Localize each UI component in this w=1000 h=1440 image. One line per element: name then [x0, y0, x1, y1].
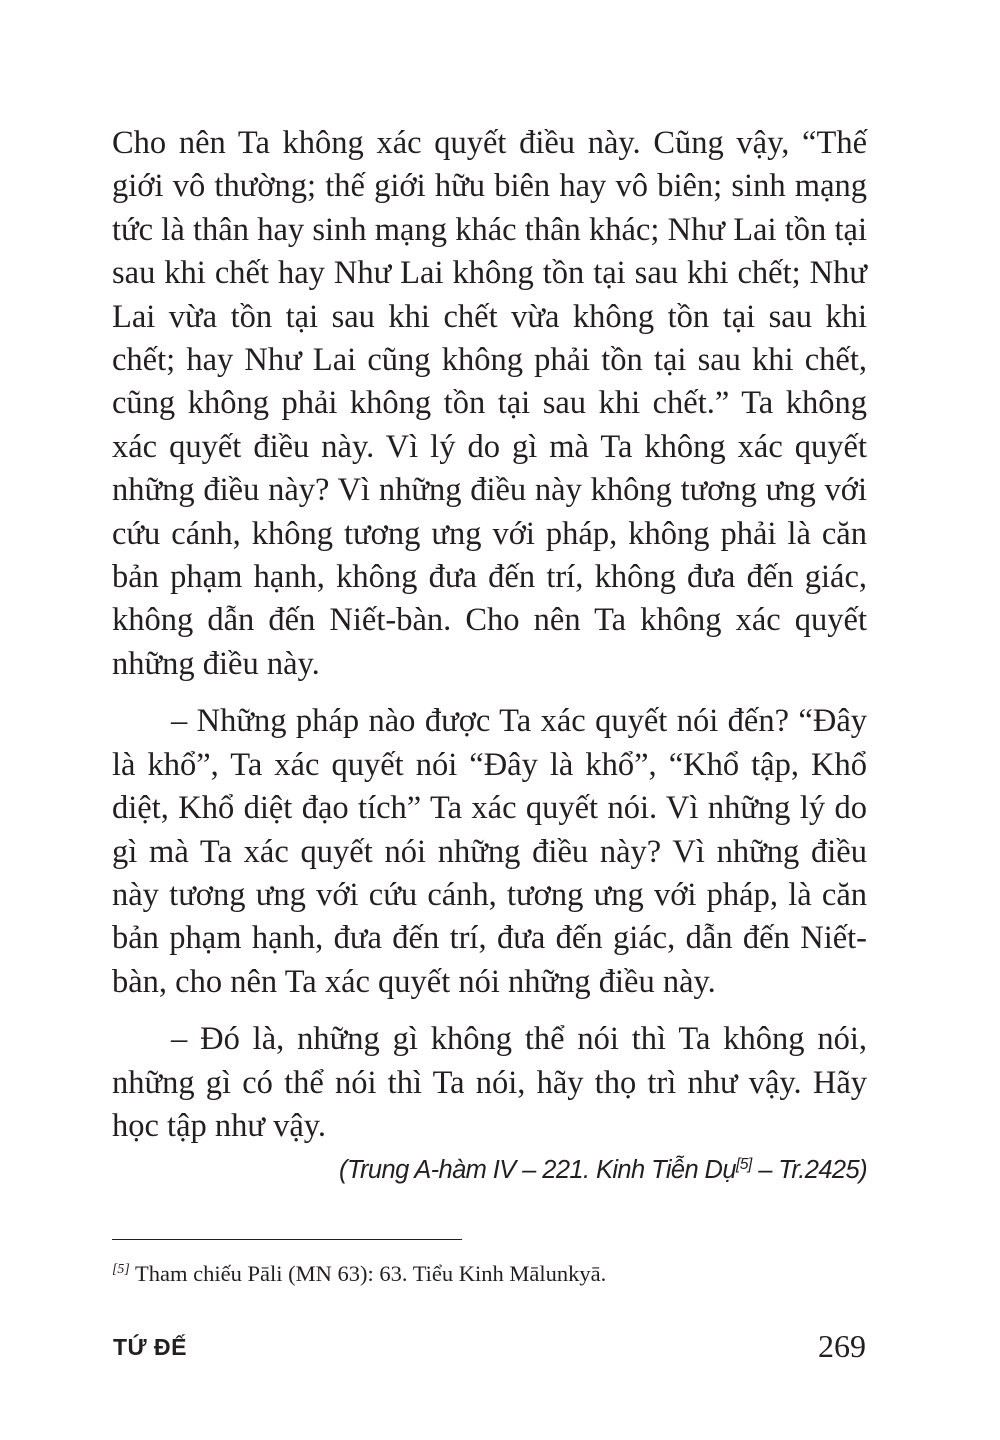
running-title: TỨ ĐẾ — [113, 1334, 187, 1360]
citation-text: (Trung A-hàm IV – 221. Kinh Tiễn Dụ — [339, 1156, 736, 1184]
page-number: 269 — [818, 1328, 866, 1364]
footnote-text: Tham chiếu Pāli (MN 63): 63. Tiểu Kinh Mālunkyā. — [129, 1261, 607, 1286]
citation-footnote-marker[interactable]: [5] — [735, 1156, 752, 1174]
body-text — [112, 122, 867, 1162]
paragraph-1: Cho nên Ta không xác quyết điều này. Cũng vậy, “Thế giới vô thường; thế giới hữu biên hay vô biên; sinh mạng tức là thân hay sinh mạng khác thân khác; Như Lai tồn tại sau khi chết hay Như Lai không tồn tại sau khi chết; Như Lai vừa tồn tại sau khi chết vừa không tồn tại sau khi chết; hay Như Lai cũng không phải tồn tại sau khi chết, cũng không phải không tồn tại sau khi chết.” Ta không xác quyết điều này. Vì lý do gì mà Ta không xác quyết những điều này? Vì những điều này không tương ưng với cứu cánh, không tương ưng với pháp, không phải là căn bản phạm hạnh, không đưa đến trí, không đưa đến giác, không dẫn đến Niết-bàn. Cho nên Ta không xác quyết những điều này. — [112, 125, 867, 682]
paragraph-2: – Những pháp nào được Ta xác quyết nói đến? “Đây là khổ”, Ta xác quyết nói “Đây là khổ”, “Khổ tập, Khổ diệt, Khổ diệt đạo tích” Ta xác quyết nói. Vì những lý do gì mà Ta xác quyết nói những điều này? Vì những điều này tương ưng với cứu cánh, tương ưng với pháp, là căn bản phạm hạnh, đưa đến trí, đưa đến giác, dẫn đến Niết-bàn, cho nên Ta xác quyết nói những điều này. — [112, 703, 867, 1000]
source-citation — [112, 1150, 867, 1194]
footnote-divider — [112, 1239, 462, 1240]
paragraph-3: – Đó là, những gì không thể nói thì Ta không nói, những gì có thể nói thì Ta nói, hãy thọ trì như vậy. Hãy học tập như vậy. — [112, 1021, 867, 1144]
footnote-marker: [5] — [112, 1262, 130, 1278]
footnote — [112, 1259, 867, 1293]
citation-page-ref: – Tr.2425) — [751, 1156, 867, 1184]
